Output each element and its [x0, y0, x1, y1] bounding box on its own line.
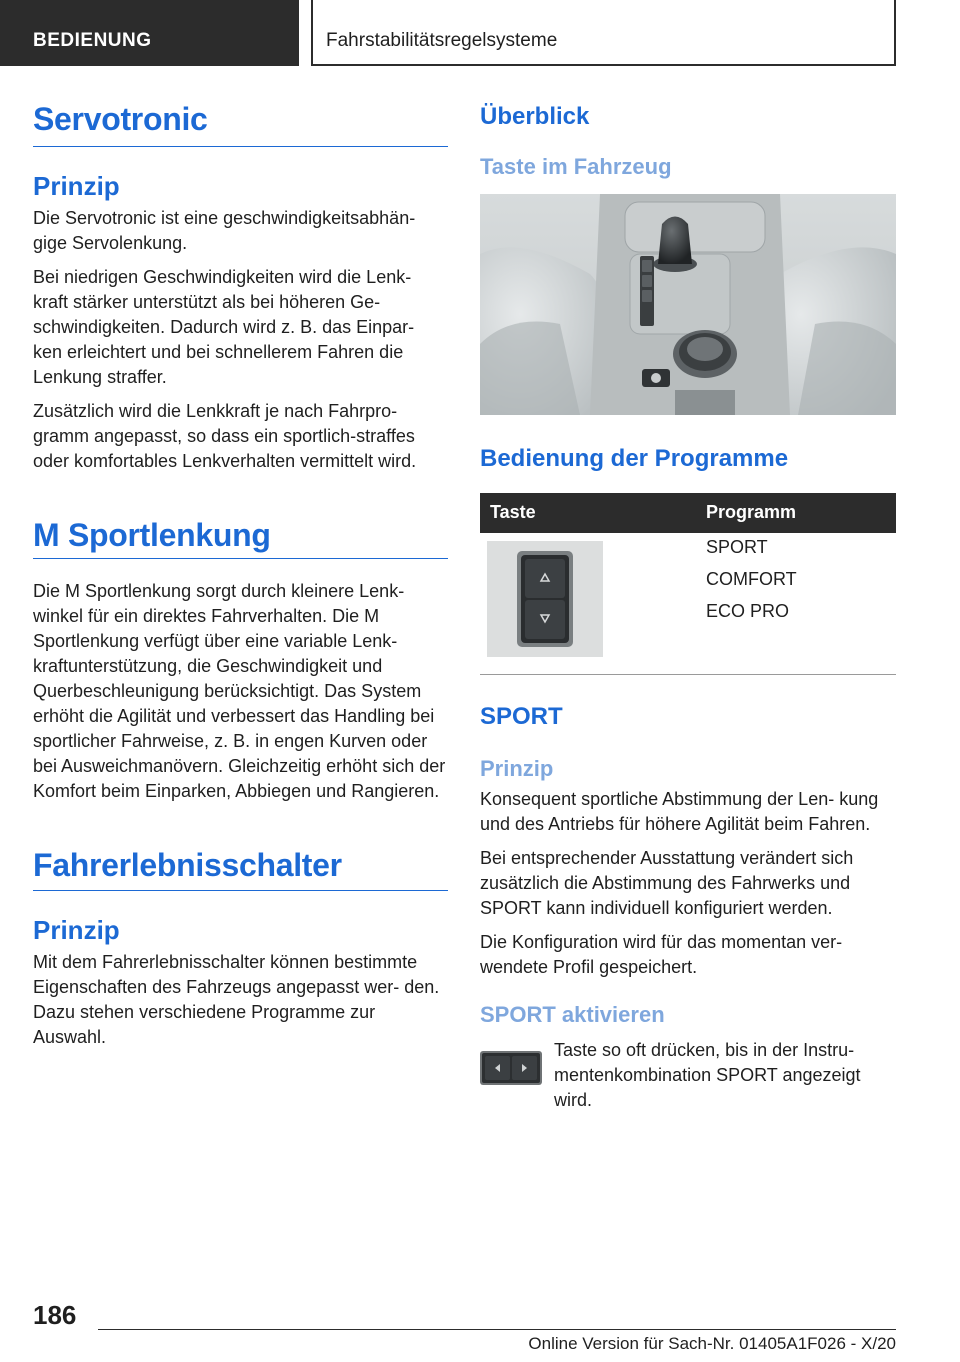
header-chapter-label: Fahrstabilitätsregelsysteme: [326, 30, 558, 51]
col-header-programm: Programm: [688, 493, 896, 533]
sport-para-2: Bei entsprechender Ausstattung verändert sich zusätzlich die Abstimmung des Fahrwerks und SPORT kann individuell konfiguriert werden.: [480, 848, 854, 919]
program-eco-pro: ECO PRO: [706, 600, 790, 621]
sport-aktivieren-block: [480, 1038, 896, 1113]
center-console-illustration: [480, 194, 896, 415]
programm-cell: [688, 533, 896, 675]
m-sportlenkung-heading: M Sportlenkung: [33, 516, 271, 553]
bedienung-programme-heading: Bedienung der Programme: [480, 445, 789, 473]
header-section-label: BEDIENUNG: [33, 30, 152, 51]
fes-para: Mit dem Fahrerlebnisschalter können bestimmte Eigenschaften des Fahrzeugs angepasst wer‐ den. Dazu stehen verschiedene Programme zur Auswahl.: [33, 951, 440, 1047]
servotronic-para-2: Bei niedrigen Geschwindigkeiten wird die Lenk‐ kraft stärker unterstützt als bei höheren Ge‐ schwindigkeiten. Dadurch wird z. B. das Einpar‐ ken erleichtert und bei schnellerem Fahren die Lenkung straffer.: [33, 266, 415, 387]
sport-prinzip-heading: Prinzip: [480, 755, 554, 781]
footer-rule: [98, 1329, 896, 1330]
servotronic-para-1: Die Servotronic ist eine geschwindigkeitsabhän‐ gige Servolenkung.: [33, 207, 416, 253]
m-sportlenkung-para: Die M Sportlenkung sorgt durch kleinere Lenk‐ winkel für ein direktes Fahrverhalten. Die M Sportlenkung verfügt über eine variable Lenk‐ kraftunterstützung, die Geschwindigkeit und Querbeschleunigung berücksichtigt. Das System erhöht die Agilität und verbessert das Handling bei sportlicher Fahrweise, z. B. in engen Kurven oder bei Ausweichmanövern. Gleichzeitig erhöht sich der Komfort beim Einparken, Abbiegen und Rangieren.: [33, 580, 446, 801]
col-header-taste: Taste: [480, 493, 688, 533]
servotronic-rule: [33, 146, 448, 147]
sport-para-1: Konsequent sportliche Abstimmung der Len‐ kung und des Antriebs für höhere Agilität beim Fahren.: [480, 789, 879, 835]
sport-para-3: Die Konfiguration wird für das momentan ver‐ wendete Profil gespeichert.: [480, 932, 843, 978]
sport-aktivieren-heading: SPORT aktivieren: [480, 1002, 665, 1028]
taste-im-fahrzeug-heading: Taste im Fahrzeug: [480, 153, 672, 179]
taste-cell: [480, 533, 688, 675]
page-number: 186: [33, 1300, 77, 1330]
left-column: [33, 100, 448, 1050]
servotronic-para-3: Zusätzlich wird die Lenkkraft je nach Fahrpro‐ gramm angepasst, so dass ein sportlich-straffes oder komfortables Lenkverhalten vermittelt wird.: [33, 400, 417, 471]
servotronic-prinzip-heading: Prinzip: [33, 171, 120, 202]
program-comfort: COMFORT: [706, 568, 797, 589]
table-row: [480, 533, 896, 675]
header-section-tab: [0, 0, 299, 66]
center-console-photo: [480, 194, 896, 415]
mode-switch-small-icon: [480, 1051, 542, 1085]
header-chapter-tab: [311, 0, 896, 66]
fes-prinzip-heading: Prinzip: [33, 915, 120, 946]
m-sportlenkung-rule: [33, 558, 448, 559]
programme-table-header: [480, 493, 896, 533]
right-column: [480, 100, 896, 1113]
programme-table: [480, 493, 896, 675]
sport-heading: SPORT: [480, 702, 563, 730]
sport-aktivieren-text: Taste so oft drücken, bis in der Instru‐ mentenkombination SPORT angezeigt wird.: [554, 1039, 861, 1110]
fahrerlebnisschalter-heading: Fahrerlebnisschalter: [33, 846, 342, 883]
fahrerlebnisschalter-rule: [33, 890, 448, 891]
program-sport: SPORT: [706, 536, 768, 557]
servotronic-heading: Servotronic: [33, 101, 208, 137]
footer-online-version: Online Version für Sach-Nr. 01405A1F026 - X/20: [528, 1334, 896, 1353]
ueberblick-heading: Überblick: [480, 103, 590, 130]
mode-rocker-switch-icon: [487, 541, 603, 657]
